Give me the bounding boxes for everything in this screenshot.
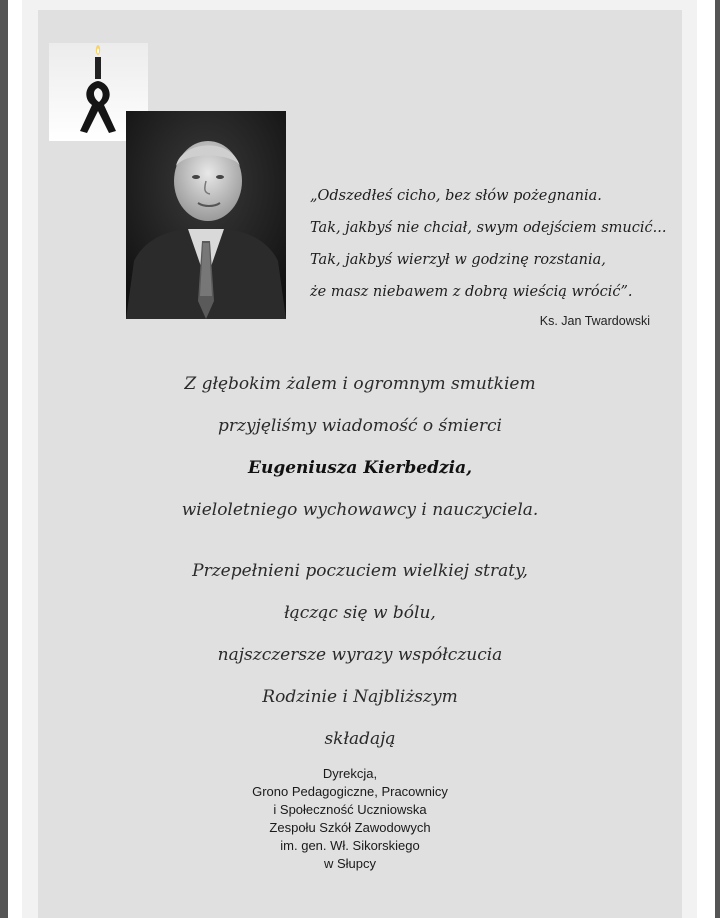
condolence-line: przyjęliśmy wiadomość o śmierci: [218, 416, 502, 436]
condolence-line: Przepełnieni poczuciem wielkiej straty,: [192, 561, 528, 581]
frame-edge-left: [0, 0, 8, 918]
condolence-line: Z głębokim żalem i ogromnym smutkiem: [184, 374, 536, 394]
frame-border-right: [697, 0, 715, 918]
frame-border-left: [8, 0, 22, 918]
poem-author: Ks. Jan Twardowski: [539, 314, 650, 328]
condolence-line: składają: [324, 729, 396, 749]
signer-line: im. gen. Wł. Sikorskiego: [280, 838, 420, 853]
deceased-name: Eugeniusza Kierbedzia,: [248, 458, 472, 478]
condolence-line: łącząc się w bólu,: [284, 603, 436, 623]
poem-line: Tak, jakbyś wierzył w godzinę rozstania,: [310, 252, 606, 268]
signer-line: Grono Pedagogiczne, Pracownicy: [252, 784, 448, 799]
portrait-photo: [126, 111, 286, 319]
condolence-line: wieloletniego wychowawcy i nauczyciela.: [181, 500, 539, 520]
poem-line: że masz niebawem z dobrą wieścią wrócić”.: [310, 284, 633, 300]
signer-line: Zespołu Szkół Zawodowych: [269, 820, 431, 835]
condolence-text: [60, 365, 660, 762]
condolence-line: najszczersze wyrazy współczucia: [217, 645, 503, 665]
frame-edge-right: [715, 0, 720, 918]
poem-line: „Odszedłeś cicho, bez słów pożegnania.: [310, 188, 602, 204]
poem: [310, 183, 667, 311]
condolence-line: Rodzinie i Najbliższym: [262, 687, 458, 707]
signer-line: i Społeczność Uczniowska: [273, 802, 427, 817]
signers: [200, 765, 500, 873]
signer-line: w Słupcy: [323, 856, 377, 871]
poem-line: Tak, jakbyś nie chciał, swym odejściem smucić...: [310, 220, 667, 236]
signer-line: Dyrekcja,: [322, 766, 378, 781]
